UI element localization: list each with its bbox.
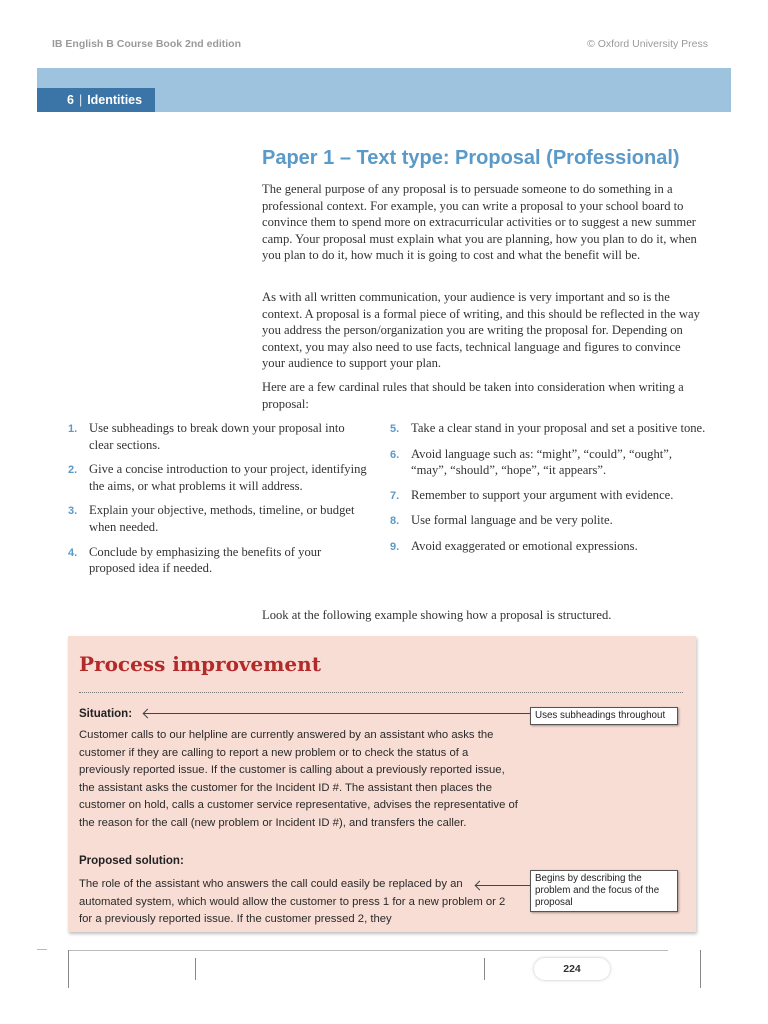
paragraph-audience: As with all written communication, your audience is very important and so is the context. A proposal is a formal piece of writing, and this should be reflected in the way you address the person/organization you are writing the proposal for. Depending on context, you may also need to use facts, technical language and figures to convince your audience to support your plan. bbox=[262, 290, 700, 371]
rule-text: Use formal language and be very polite. bbox=[411, 513, 613, 528]
chapter-number: 6 bbox=[67, 93, 74, 107]
list-item bbox=[390, 420, 710, 438]
rules-list-left bbox=[68, 420, 368, 585]
book-title: IB English B Course Book 2nd edition bbox=[52, 38, 242, 50]
solution-heading: Proposed solution: bbox=[79, 855, 184, 867]
rule-number: 1. bbox=[68, 423, 78, 435]
rule-text: Give a concise introduction to your project, identifying the aims, or what problems it will address. bbox=[89, 462, 367, 493]
footer-tick bbox=[700, 950, 701, 988]
rule-number: 4. bbox=[68, 546, 78, 559]
publisher: © Oxford University Press bbox=[587, 38, 708, 50]
rule-text: Avoid language such as: “might”, “could”, “ought”, “may”, “should”, “hope”, “it appears”. bbox=[411, 446, 673, 478]
list-item bbox=[68, 420, 368, 453]
dotted-divider bbox=[79, 692, 683, 693]
page-title: Paper 1 – Text type: Proposal (Professional) bbox=[262, 147, 680, 169]
paragraph-rules-intro: Here are a few cardinal rules that should be taken into consideration when writing a proposal: bbox=[262, 380, 684, 411]
running-header bbox=[0, 38, 768, 52]
margin-mark bbox=[37, 949, 47, 950]
page-number: 224 bbox=[534, 958, 610, 980]
list-item bbox=[390, 446, 710, 479]
example-title: Process improvement bbox=[79, 652, 321, 676]
rule-number: 9. bbox=[390, 540, 400, 553]
footer-tick bbox=[195, 958, 196, 980]
footer-divider bbox=[68, 950, 668, 951]
list-item bbox=[68, 461, 368, 494]
arrow-left-icon bbox=[143, 709, 153, 719]
solution-text: The role of the assistant who answers the call could easily be replaced by an automated system, which would allow the customer to press 1 for a new problem or 2 for a previously reported issue. If the customer pressed 2, they bbox=[79, 878, 506, 925]
rule-number: 6. bbox=[390, 448, 400, 461]
rule-number: 7. bbox=[390, 489, 400, 502]
footer-tick bbox=[68, 950, 69, 988]
rule-text: Conclude by emphasizing the benefits of your proposed idea if needed. bbox=[89, 544, 322, 576]
list-item bbox=[390, 512, 710, 530]
annotation-callout: Uses subheadings throughout bbox=[530, 707, 678, 725]
rules-list-right bbox=[390, 420, 710, 564]
rule-text: Explain your objective, methods, timeline, or budget when needed. bbox=[89, 503, 355, 534]
rule-text: Take a clear stand in your proposal and set a positive tone. bbox=[411, 421, 706, 435]
situation-heading: Situation: bbox=[79, 708, 133, 720]
example-intro: Look at the following example showing how a proposal is structured. bbox=[262, 608, 612, 622]
rule-text: Use subheadings to break down your proposal into clear sections. bbox=[89, 421, 345, 452]
rule-text: Avoid exaggerated or emotional expressions. bbox=[411, 538, 638, 553]
paragraph-purpose: The general purpose of any proposal is to persuade someone to do something in a professional context. For example, you can write a proposal to your school board to convince them to spend more on extracurricular activities or to suggest a new summer camp. Your proposal must explain what you are planning, how you plan to do it, when you plan to do it, how much it is going to cost and what the benefit will be. bbox=[262, 182, 697, 263]
annotation-callout: Begins by describing the problem and the focus of the proposal bbox=[530, 870, 678, 912]
chapter-separator: | bbox=[78, 93, 83, 107]
chapter-name: Identities bbox=[87, 93, 143, 107]
rule-number: 2. bbox=[68, 464, 78, 477]
rule-number: 8. bbox=[390, 515, 400, 528]
list-item bbox=[68, 502, 368, 535]
list-item bbox=[390, 487, 710, 505]
list-item bbox=[68, 544, 368, 577]
chapter-tab bbox=[37, 88, 155, 112]
rule-number: 5. bbox=[390, 423, 400, 435]
footer-tick bbox=[484, 958, 485, 980]
list-item bbox=[390, 538, 710, 556]
rule-text: Remember to support your argument with evidence. bbox=[411, 487, 674, 502]
annotation-arrow-line bbox=[144, 713, 530, 714]
example-proposal-box bbox=[68, 636, 696, 932]
rule-number: 3. bbox=[68, 505, 78, 518]
situation-text: Customer calls to our helpline are currently answered by an assistant who asks the customer if they are calling to report a new problem or to check the status of a previously reported issue. If the customer is calling about a previously reported issue, the assistant asks the customer for the Incident ID #. The assistant then places the customer on hold, calls a customer service representative, advises the representative of the reason for the call (new problem or Incident ID #), and transfers the caller. bbox=[79, 729, 518, 829]
